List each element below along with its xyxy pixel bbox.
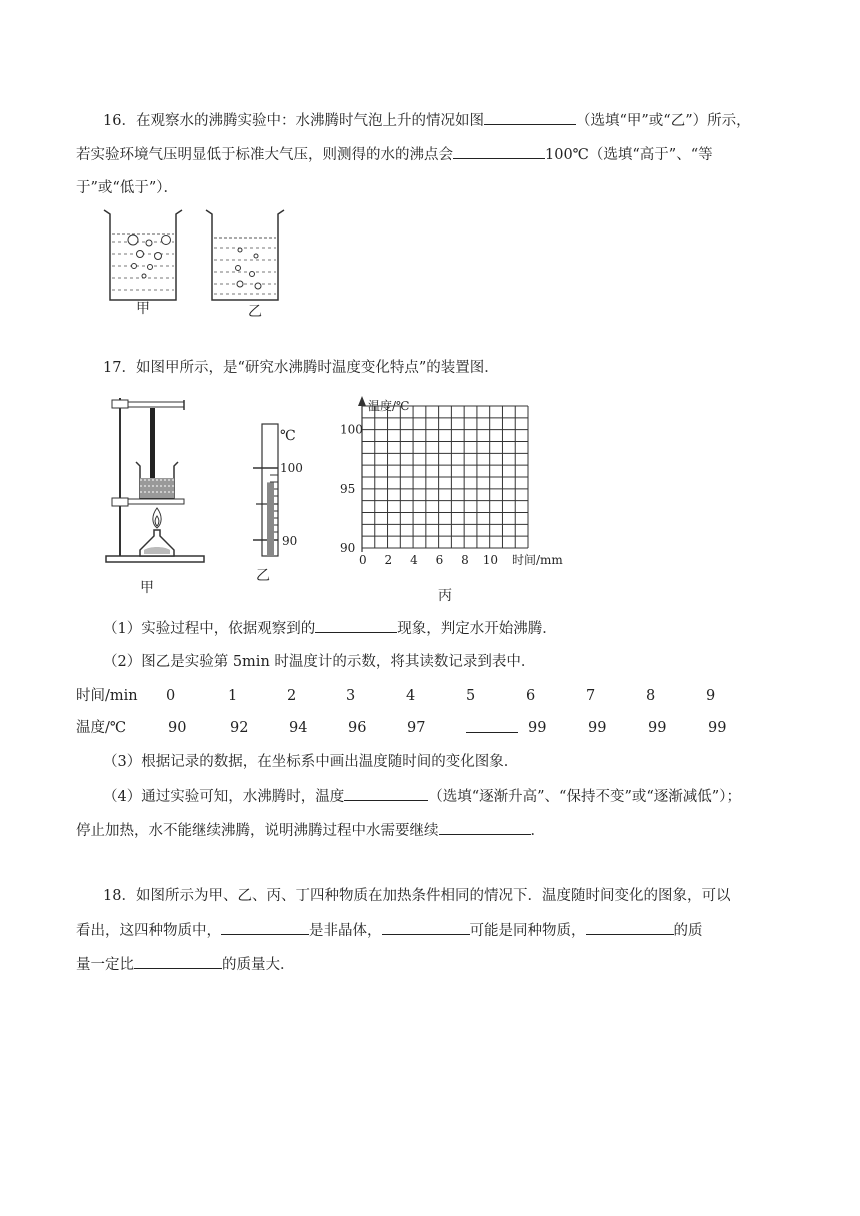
q17-part-2 [103,652,535,672]
thermometer-figure [244,398,314,598]
table-cell-time: 1 [228,688,238,704]
q18-text: 看出，这四种物质中， [76,923,221,939]
q16-text: 16．在观察水的沸腾实验中：水沸腾时气泡上升的情况如图 [103,113,484,129]
q17-text: （选填“逐渐升高”、“保持不变”或“逐渐减低”）； [428,789,741,805]
table-cell-temp: 99 [588,720,607,736]
q16-line-1 [103,110,751,131]
q17-part-3 [103,752,518,772]
q17-text: ． [530,823,545,839]
q16-line-2 [76,144,713,165]
q16-text: 100℃（选填“高于”、“等 [545,147,713,163]
q17-part-5 [76,820,545,841]
table-cell-temp: 96 [348,720,367,736]
answer-blank[interactable] [453,144,545,159]
fig-label: 甲 [136,301,150,317]
table-cell-time: 5 [466,688,476,704]
answer-blank[interactable] [484,110,576,125]
answer-blank[interactable] [134,954,222,969]
answer-blank[interactable] [439,820,531,835]
table-cell-time: 8 [646,688,656,704]
q17-text: （4）通过实验可知，水沸腾时，温度 [103,789,345,805]
q17-text: 停止加热，水不能继续沸腾，说明沸腾过程中水需要继续 [76,823,439,839]
boiling-apparatus-figure [102,390,212,602]
q17-intro [103,358,499,378]
graph-x-tick-label: 8 [461,553,469,567]
table-cell-time: 3 [346,688,356,704]
graph-y-tick-label: 90 [340,541,356,555]
q17-part-1 [103,618,557,639]
graph-x-tick-label: 6 [435,553,444,567]
answer-blank[interactable] [382,920,470,935]
q18-line-3 [76,954,295,975]
q18-text: 的质 [673,923,703,939]
thermometer-tick-label: 100 [280,461,303,475]
answer-blank[interactable] [344,786,428,801]
q16-line-3 [76,178,178,198]
table-cell-time: 6 [526,688,536,704]
q17-text: （3）根据记录的数据，在坐标系中画出温度随时间的变化图象． [103,754,519,770]
answer-blank[interactable] [466,718,518,739]
table-row-label: 温度/℃ [76,720,127,736]
graph-xlabel: 时间/mm [512,553,563,567]
fig-label: 甲 [140,580,154,596]
table-cell-time: 4 [406,688,416,704]
q17-part-4 [103,786,741,807]
table-cell-temp: 90 [168,720,187,736]
thermometer-tick-label: 90 [282,534,298,548]
q18-text: 可能是同种物质， [469,923,586,939]
answer-blank[interactable] [586,920,674,935]
q18-text: 量一定比 [76,957,134,973]
answer-blank[interactable] [315,618,397,633]
q18-text: 的质量大． [222,957,295,973]
table-cell-temp: 99 [708,720,727,736]
table-cell-temp: 99 [648,720,667,736]
table-cell-temp: 99 [528,720,547,736]
thermometer-unit: ℃ [280,428,296,444]
temperature-time-grid [340,392,566,604]
q17-text: 现象，判定水开始沸腾． [397,621,557,637]
q17-text: （1）实验过程中，依据观察到的 [103,621,316,637]
q18-text: 18．如图所示为甲、乙、丙、丁四种物质在加热条件相同的情况下．温度随时间变化的图象，可以 [103,888,731,904]
table-cell-temp: 94 [289,720,308,736]
beaker-figure [100,204,300,320]
table-cell-temp: 92 [230,720,249,736]
table-row-label: 时间/min [76,688,138,704]
graph-ylabel: 温度/℃ [368,399,410,413]
fig-label: 乙 [256,568,270,584]
graph-gridlines [362,406,528,548]
table-cell-time: 9 [706,688,716,704]
graph-y-tick-label: 100 [340,422,363,437]
q18-line-2 [76,920,703,941]
q16-text: 若实验环境气压明显低于标准大气压，则测得的水的沸点会 [76,147,453,163]
table-cell-time: 2 [287,688,297,704]
q16-text: 于”或“低于”）． [76,180,178,196]
answer-blank[interactable] [221,920,309,935]
q17-text: 17．如图甲所示，是“研究水沸腾时温度变化特点”的装置图． [103,360,499,376]
q16-text: （选填“甲”或“乙”）所示， [575,113,751,129]
beaker-not-boiling [206,210,284,300]
graph-x-tick-label: 10 [482,553,498,567]
q17-text: （2）图乙是实验第 5min 时温度计的示数，将其读数记录到表中． [103,654,536,670]
table-cell-time: 7 [586,688,596,704]
graph-x-tick-label: 4 [410,553,418,567]
thermometer-liquid [267,482,274,556]
table-cell-temp: 97 [407,720,426,736]
beaker-boiling [104,210,182,300]
table-cell-time: 0 [166,688,176,704]
graph-x-tick-label: 2 [384,553,393,567]
q18-line-1 [103,886,730,906]
graph-y-tick-label: 95 [340,481,356,496]
q18-text: 是非晶体， [309,923,382,939]
fig-label: 乙 [248,304,262,320]
fig-label: 丙 [438,588,452,604]
graph-x-tick-label: 0 [359,553,367,567]
